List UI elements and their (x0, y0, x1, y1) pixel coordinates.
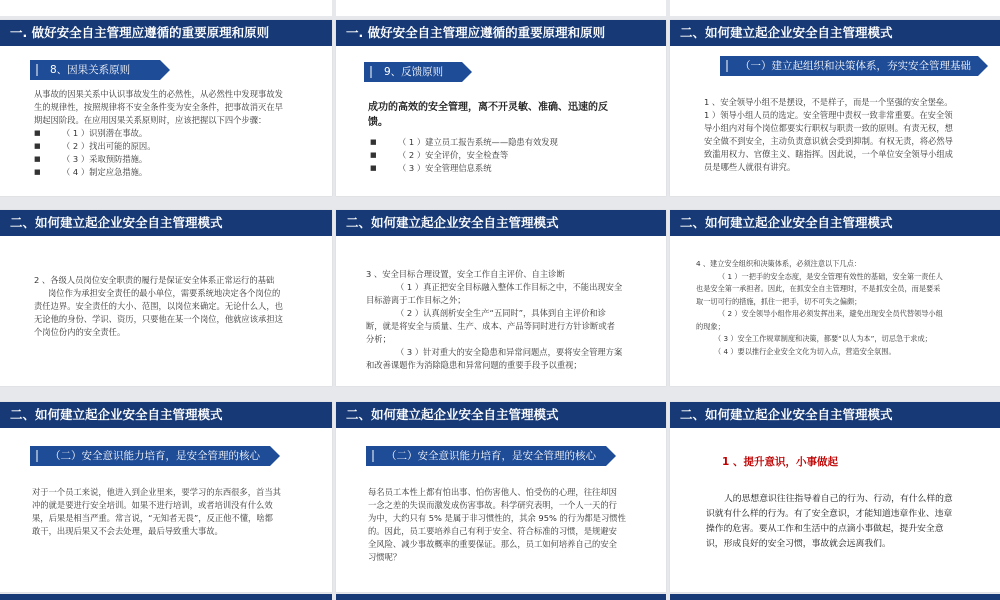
slide-7[interactable] (0, 402, 332, 592)
section-tag-label: 8、因果关系原则 (50, 64, 131, 76)
square-bullet-icon: ■ (34, 129, 41, 137)
partial-slide-bottom-3 (670, 594, 1000, 600)
slide-body: 每名员工本性上都有怕出事、怕伤害他人、怕受伤的心理，往往却因 一念之差的失误而激发成伤害事故。科学研究表明，一个人一天的行 为中，大约只有 5% 是属于非习惯性的，其余 95% 的行为都是习惯性 的。因此，员工要培养自己有利于安全、符合标准的习惯，是规避安 全风险、减少事故概率的重要保证。那么，员工如何培养自己的安全 习惯呢？ (368, 487, 626, 562)
square-bullet-icon: ■ (34, 155, 41, 163)
red-subtitle: 1 、提升意识，小事做起 (722, 456, 838, 468)
square-bullet-icon: ■ (370, 151, 377, 159)
slide-body: 1 、安全领导小组不是摆设，不是样子，而是一个坚强的安全堡垒。 1 ）领导小组人员的选定。安全管理中责权一致非常重要。在安全领 导小组内对每个岗位都要实行职权与职责一致的原则。有责无权，想 安全做不到安全，主动负责意识就会受到抑制。有权无责，将必然导 致滥用权力、官僚主义、瞎指挥。因此说，一个单位安全领导小组成 员是哪些人就很有讲究。 (704, 97, 953, 172)
partial-slide-top-1 (0, 0, 332, 16)
partial-slide-top-2 (336, 0, 666, 16)
slide-header: 二、如何建立起企业安全自主管理模式 (670, 210, 1000, 236)
list-item: ■ （ 1 ）建立员工报告系统——隐患有效发现 (370, 137, 558, 147)
slide-body: 2 、各级人员岗位安全职责的履行是保证安全体系正常运行的基础 岗位作为承担安全责任的最小单位，需要系统地决定各个岗位的 责任边界。安全责任的大小、范围，以岗位来确定。无论什么人，也 无论他的身份、学识、资历，只要他在某一个岗位，他就应该承担这 个岗位份内的安全责任。 (34, 275, 283, 337)
slide-9[interactable] (670, 402, 1000, 592)
square-bullet-icon: ■ (34, 142, 41, 150)
slide-body (34, 88, 324, 179)
slide-1[interactable] (0, 20, 332, 196)
body-line: 生的规律性，按照规律将不安全条件变为安全条件，把事故消灭在早 (34, 102, 283, 112)
slide-body: 3 、安全目标合理设置，安全工作自主评价、自主诊断 （ 1 ）真正把安全目标融入整体工作目标之中，不能出现安全 目标游离于工作目标之外； （ 2 ）认真剖析安全生产“五同时”，具体到自主评价和诊 断，就是将安全与质量、生产、成本、产品等同时进行方针诊断或者 分析； （ 3 ）针对重大的安全隐患和异常问题点，要将安全管理方案 和改善课题作为消除隐患和异常问题的重要手段予以重视； (366, 269, 623, 370)
list-item: ■ （ 3 ）采取预防措施。 (34, 154, 148, 164)
slide-6[interactable] (670, 210, 1000, 386)
partial-slide-bottom-2 (336, 594, 666, 600)
list-item: ■ （ 4 ）制定应急措施。 (34, 167, 148, 177)
partial-slide-bottom-1 (0, 594, 332, 600)
square-bullet-icon: ■ (370, 164, 377, 172)
slide-header: 二、如何建立起企业安全自主管理模式 (670, 20, 1000, 46)
section-tag (30, 60, 160, 80)
slide-list (370, 136, 660, 175)
slide-body: 人的思想意识往往指导着自己的行为、行动，有什么样的意 识就有什么样的行为。有了安全意识，才能知道违章作业、违章 操作的危害。要从工作和生活中的点滴小事做起，提升安全意 识，形成良好的安全习惯，事故就会远离我们。 (706, 494, 953, 549)
list-item: ■ （ 1 ）识别潜在事故。 (34, 128, 148, 138)
slide-header: 二、如何建立起企业安全自主管理模式 (336, 210, 666, 236)
slide-5[interactable] (336, 210, 666, 386)
partial-slide-top-3 (670, 0, 1000, 16)
list-item: ■ （ 2 ）找出可能的原因。 (34, 141, 156, 151)
slide-header: 一. 做好安全自主管理应遵循的重要原理和原则 (0, 20, 332, 46)
slide-4[interactable] (0, 210, 332, 386)
list-item: ■ （ 3 ）安全管理信息系统 (370, 163, 492, 173)
slide-8[interactable] (336, 402, 666, 592)
slide-header: 二、如何建立起企业安全自主管理模式 (0, 210, 332, 236)
list-item: ■ （ 2 ）安全评价，安全检查等 (370, 150, 509, 160)
section-tag-label: （二）安全意识能力培育，是安全管理的核心 (386, 450, 596, 462)
slide-header: 二、如何建立起企业安全自主管理模式 (670, 402, 1000, 428)
body-line: 从事故的因果关系中认识事故发生的必然性，从必然性中发现事故发 (34, 89, 283, 99)
section-tag-label: （一）建立起组织和决策体系，夯实安全管理基础 (740, 60, 971, 72)
slide-header: 二、如何建立起企业安全自主管理模式 (0, 402, 332, 428)
square-bullet-icon: ■ (34, 168, 41, 176)
slide-2[interactable] (336, 20, 666, 196)
slide-3[interactable] (670, 20, 1000, 196)
section-tag (30, 446, 270, 466)
slide-header: 二、如何建立起企业安全自主管理模式 (336, 402, 666, 428)
section-tag (366, 446, 606, 466)
slide-body: 对于一个员工来说，他进入到企业里来，要学习的东西很多，首当其 冲的就是要进行安全培训。如果不进行培训，或者培训没有什么效 果，后果是相当严重。常言说，“无知者无畏”，反正他不懂，啥都 敢干，出现后果又不会去处理，最后导致重大事故。 (32, 487, 281, 536)
section-tag (364, 62, 462, 82)
slide-body: 4 、建立安全组织和决策体系，必须注意以下几点： （ 1 ）一把手的安全态度，是安全管理有效性的基础，安全第一责任人 也是安全第一承担者。因此，在抓安全自主管理时，不是抓安全员，而是要采 取一切可行的措施，抓住一把手，切不可失之偏颇； （ 2 ）安全领导小组作用必须发挥出来，避免出现安全员代替领导小组 的现象； （ 3 ）安全工作规章制度和决策，都要“以人为本”，切忌急于求成； （ 4 ）要以推行企业安全文化为切入点，营造安全氛围。 (696, 259, 943, 356)
section-tag-label: （二）安全意识能力培育，是安全管理的核心 (50, 450, 260, 462)
section-tag-label: 9、反馈原则 (384, 66, 444, 78)
slide-header: 一. 做好安全自主管理应遵循的重要原理和原则 (336, 20, 666, 46)
square-bullet-icon: ■ (370, 138, 377, 146)
body-line: 期起因阶段。在应用因果关系原则时，应该把握以下四个步骤： (34, 115, 267, 125)
section-tag (720, 56, 978, 76)
emphasis-text: 成功的高效的安全管理，离不开灵敏、准确、迅速的反 馈。 (368, 102, 608, 128)
